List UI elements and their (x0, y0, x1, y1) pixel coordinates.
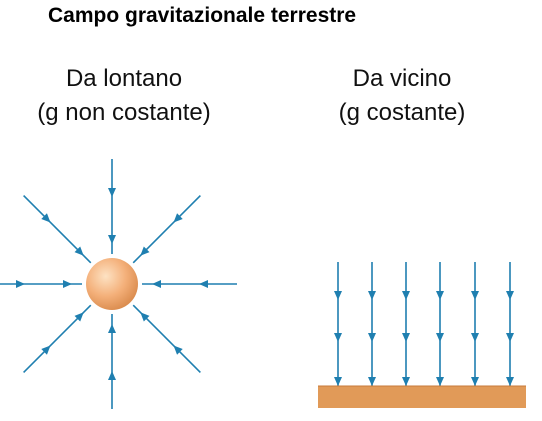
radial-field-arrowhead (108, 188, 116, 197)
uniform-field-arrowhead (506, 377, 514, 386)
radial-field-arrowhead (108, 371, 116, 380)
uniform-field-arrowhead (334, 333, 342, 342)
uniform-field-arrowhead (368, 291, 376, 300)
radial-field-arrowhead (108, 235, 116, 244)
far-field-label: Da lontano (65, 65, 183, 92)
uniform-field-arrowhead (368, 333, 376, 342)
far-field-note: (g non costante) (37, 99, 211, 126)
uniform-field-group (334, 262, 514, 386)
uniform-field-arrowhead (436, 333, 444, 342)
uniform-field-arrowhead (402, 291, 410, 300)
uniform-field-arrowhead (402, 377, 410, 386)
earth-sphere (86, 258, 138, 310)
uniform-field-arrowhead (471, 291, 479, 300)
diagram-title: Campo gravitazionale terrestre (48, 4, 357, 27)
near-field-label: Da vicino (352, 65, 452, 92)
uniform-field-arrowhead (471, 333, 479, 342)
uniform-field-arrowhead (402, 333, 410, 342)
uniform-field-arrowhead (334, 291, 342, 300)
uniform-field-arrowhead (436, 377, 444, 386)
uniform-field-arrowhead (506, 333, 514, 342)
ground-surface (318, 386, 526, 408)
radial-field-arrowhead (16, 280, 25, 288)
uniform-field-arrowhead (436, 291, 444, 300)
uniform-field-arrowhead (506, 291, 514, 300)
uniform-field-arrowhead (471, 377, 479, 386)
radial-field-arrowhead (108, 324, 116, 333)
near-field-note: (g costante) (338, 99, 466, 126)
radial-field-arrowhead (63, 280, 72, 288)
radial-field-arrowhead (152, 280, 161, 288)
radial-field-arrowhead (199, 280, 208, 288)
uniform-field-arrowhead (368, 377, 376, 386)
uniform-field-arrowhead (334, 377, 342, 386)
